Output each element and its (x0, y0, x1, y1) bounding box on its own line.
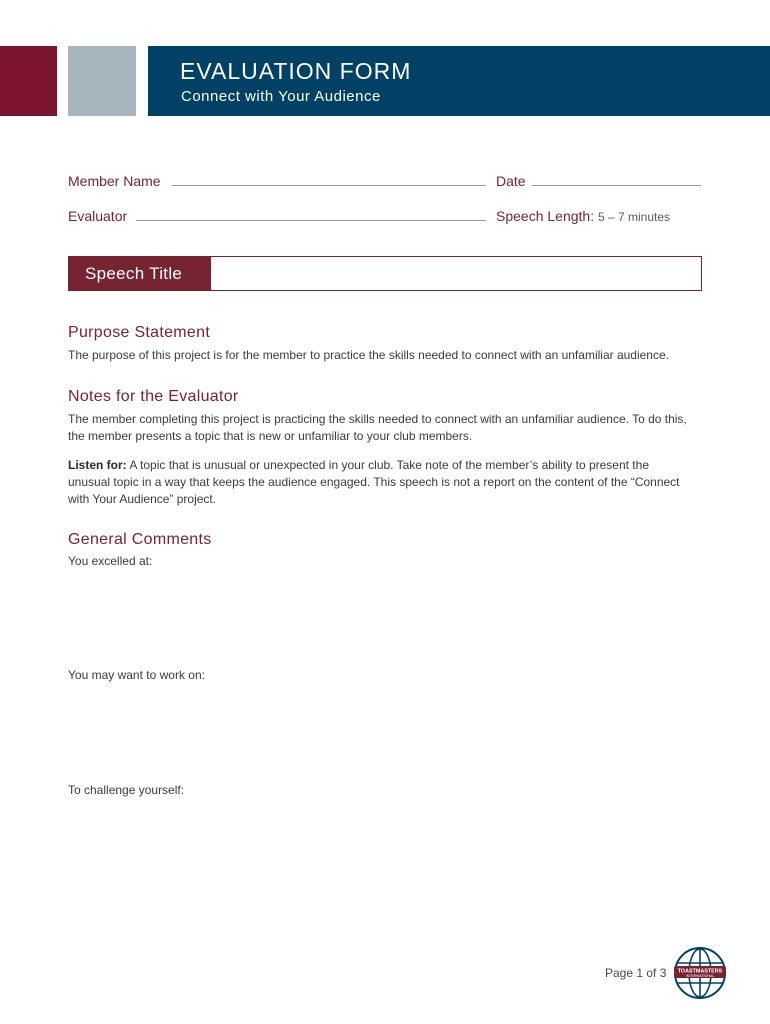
date-field[interactable] (532, 185, 701, 186)
general-comments-heading: General Comments (68, 531, 212, 548)
notes-heading: Notes for the Evaluator (68, 388, 239, 405)
purpose-text: The purpose of this project is for the member to practice the skills needed to connect with an unfamiliar audience. (68, 348, 669, 362)
toastmasters-globe-icon (673, 946, 727, 1000)
logo-text: TOASTMASTERS (677, 968, 723, 975)
work-on-input[interactable] (68, 688, 704, 780)
header-accent-gray (68, 46, 136, 116)
date-label: Date (496, 173, 526, 189)
work-on-label: You may want to work on: (68, 668, 205, 682)
notes-text: The member completing this project is practicing the skills needed to connect with an unfamiliar audience. To do this, the member presents a topic that is new or unfamiliar to your club members. (68, 412, 687, 443)
listen-for-paragraph (68, 457, 683, 508)
speech-length-value: 5 – 7 minutes (597, 210, 671, 224)
form-subtitle: Connect with Your Audience (181, 88, 381, 105)
listen-for-label: Listen for: (68, 458, 127, 472)
speech-title-label: Speech Title (69, 257, 211, 290)
header-accent-red (0, 46, 57, 116)
form-title: EVALUATION FORM (180, 58, 412, 84)
excelled-label: You excelled at: (68, 554, 153, 568)
speech-title-input[interactable] (211, 257, 701, 290)
speech-length-label: Speech Length: (496, 208, 595, 224)
member-name-label: Member Name (68, 173, 161, 189)
speech-length (496, 208, 670, 224)
evaluator-label: Evaluator (68, 208, 128, 224)
logo-subtext: INTERNATIONAL (685, 974, 715, 978)
excelled-input[interactable] (68, 574, 704, 666)
page-number: Page 1 of 3 (605, 966, 667, 980)
challenge-label: To challenge yourself: (68, 783, 185, 797)
challenge-input[interactable] (68, 803, 704, 947)
listen-for-text: A topic that is unusual or unexpected in your club. Take note of the member’s ability to present the unusual topic in a way that keeps the audience engaged. This speech is not a report on the content of the “Connect with Your Audience” project. (68, 458, 680, 506)
purpose-heading: Purpose Statement (68, 324, 211, 341)
evaluator-field[interactable] (136, 220, 486, 221)
header-banner (148, 46, 770, 116)
speech-title-box (68, 256, 702, 291)
member-name-field[interactable] (172, 185, 486, 186)
